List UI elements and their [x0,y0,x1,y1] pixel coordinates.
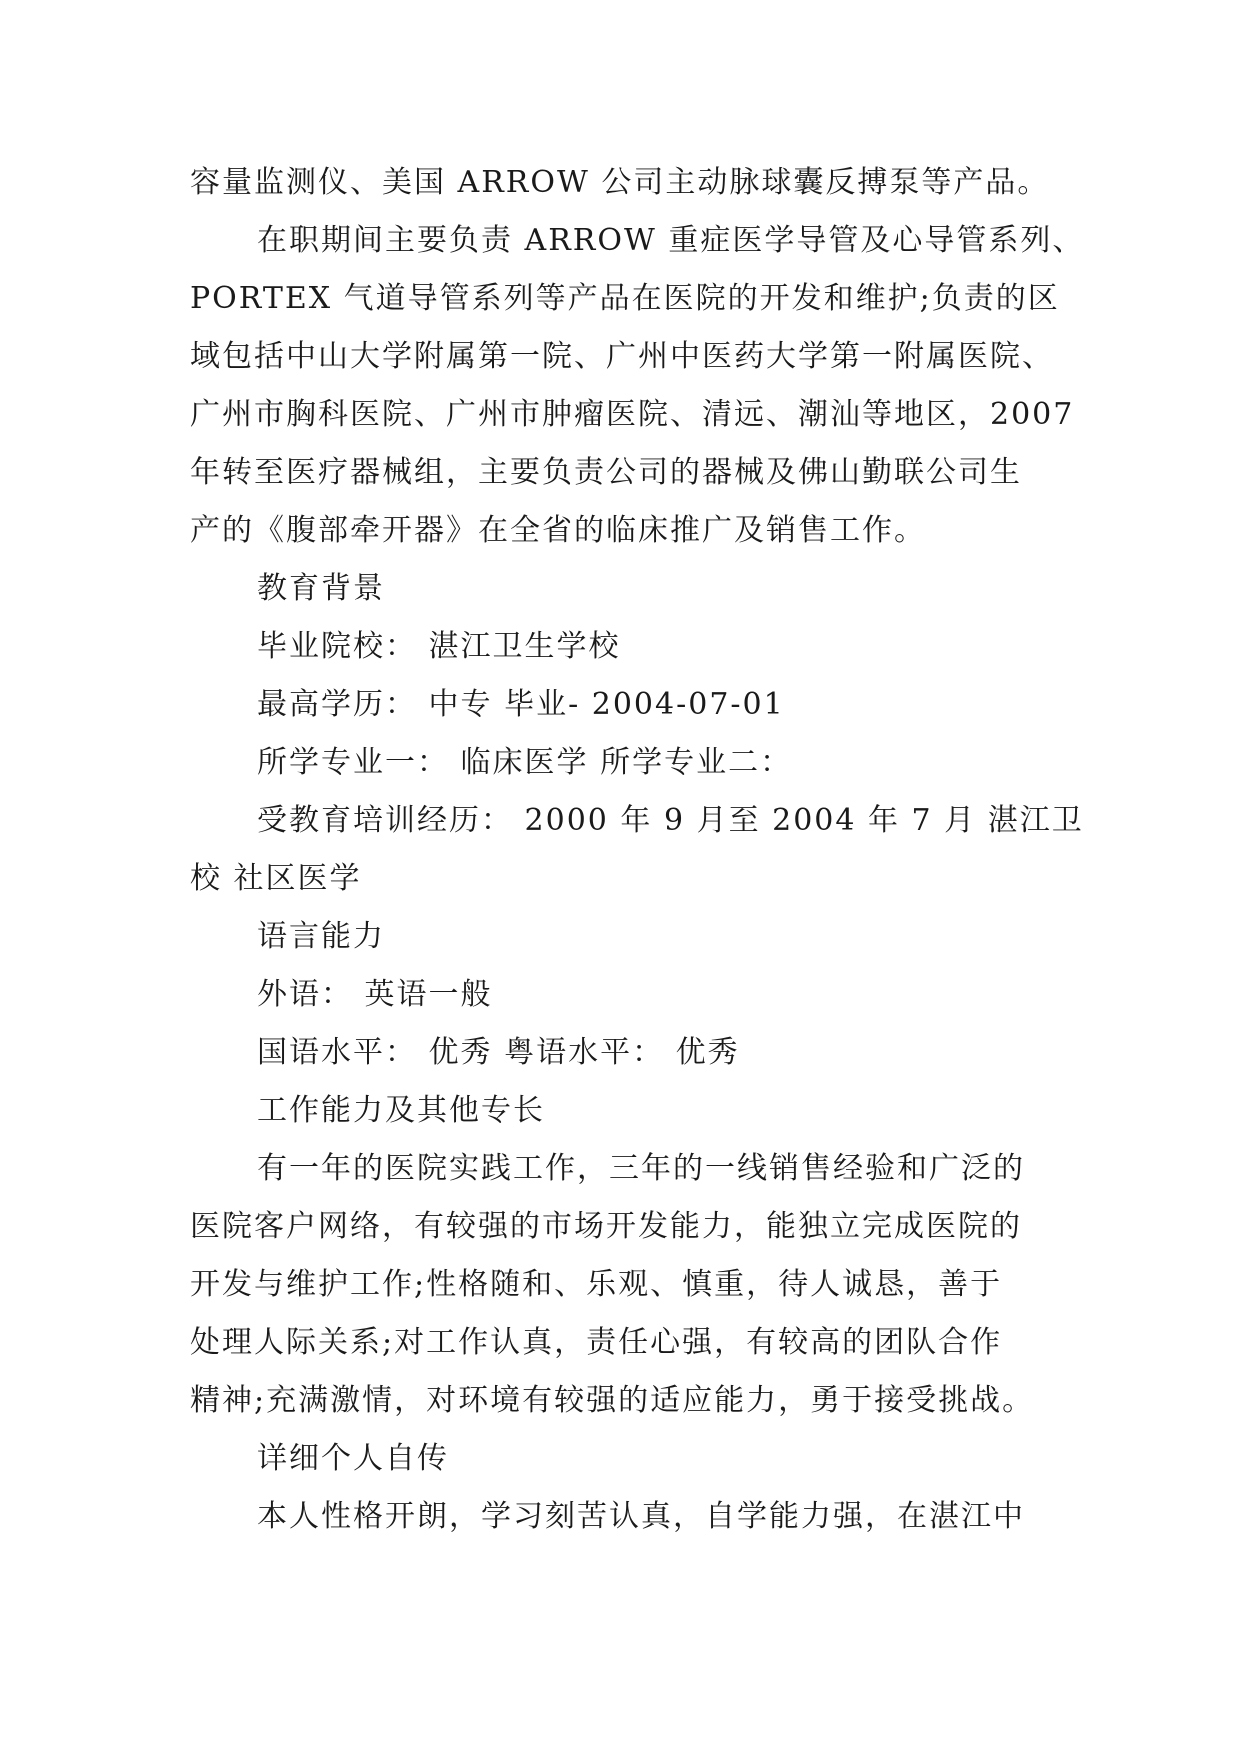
section-heading-education: 教育背景 [257,571,385,606]
section-heading-skills: 工作能力及其他专长 [257,1093,545,1128]
text-line: 外语： 英语一般 [257,977,493,1012]
text-line: 本人性格开朗，学习刻苦认真，自学能力强，在湛江中 [257,1499,1025,1534]
text-line: 毕业院校： 湛江卫生学校 [257,629,621,664]
text-line: 容量监测仪、美国 ARROW 公司主动脉球囊反搏泵等产品。 [190,165,1050,200]
section-heading-autobiography: 详细个人自传 [257,1441,449,1476]
text-line: 校 社区医学 [190,861,362,896]
document-body [190,154,1085,1546]
text-line: 域包括中山大学附属第一院、广州中医药大学第一附属医院、 [190,339,1054,374]
text-line: 开发与维护工作;性格随和、乐观、慎重，待人诚恳，善于 [190,1267,1003,1302]
section-heading-language: 语言能力 [257,919,385,954]
text-line: 产的《腹部牵开器》在全省的临床推广及销售工作。 [190,513,926,548]
text-line: 广州市胸科医院、广州市肿瘤医院、清远、潮汕等地区，2007 [190,397,1075,432]
text-line: 有一年的医院实践工作，三年的一线销售经验和广泛的 [257,1151,1025,1186]
text-line: 受教育培训经历： 2000 年 9 月至 2004 年 7 月 湛江卫 [257,803,1084,838]
text-line: 精神;充满激情，对环境有较强的适应能力，勇于接受挑战。 [190,1383,1035,1418]
text-line: 年转至医疗器械组，主要负责公司的器械及佛山勤联公司生 [190,455,1022,490]
text-line: 医院客户网络，有较强的市场开发能力，能独立完成医院的 [190,1209,1022,1244]
text-line: 所学专业一： 临床医学 所学专业二： [257,745,793,780]
text-line: 处理人际关系;对工作认真，责任心强，有较高的团队合作 [190,1325,1003,1360]
text-line: 在职期间主要负责 ARROW 重症医学导管及心导管系列、 [257,223,1085,258]
text-line: 国语水平： 优秀 粤语水平： 优秀 [257,1035,740,1070]
text-line: PORTEX 气道导管系列等产品在医院的开发和维护;负责的区 [190,281,1060,316]
text-line: 最高学历： 中专 毕业- 2004-07-01 [257,687,785,722]
